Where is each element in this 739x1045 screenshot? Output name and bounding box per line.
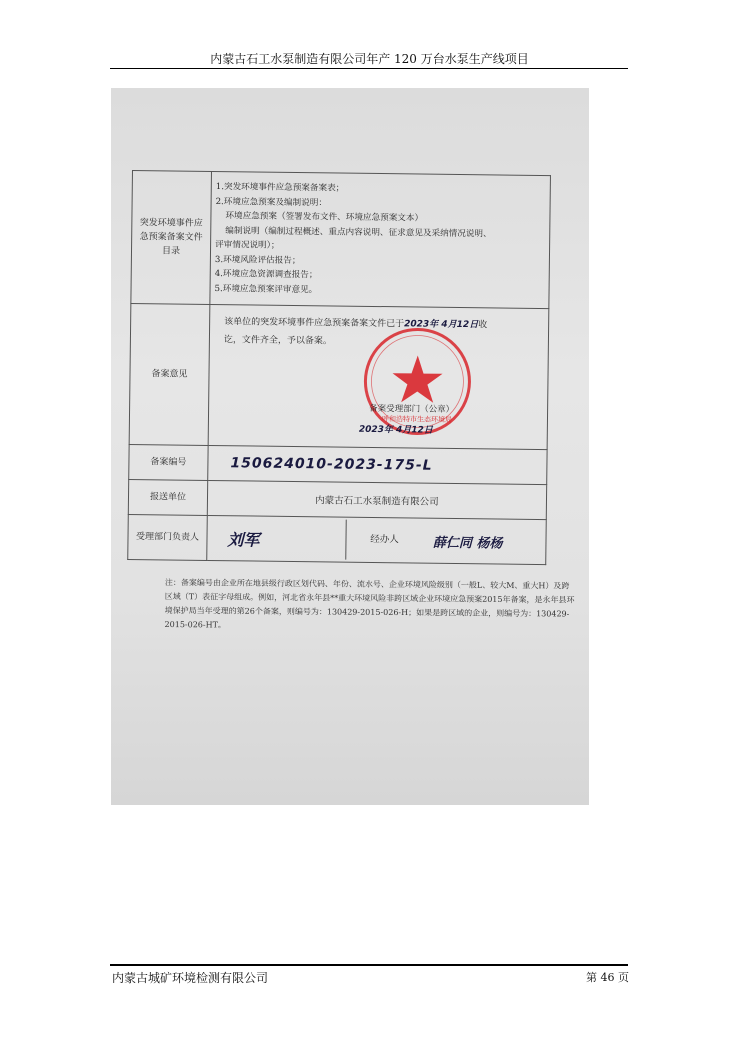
form-row-documents: [131, 171, 551, 309]
footer-divider: [110, 964, 628, 966]
opinion-date2: 2023年 4月12日: [358, 424, 433, 436]
doc-item-4: 4.环境应急资源调查报告；: [214, 269, 318, 281]
form-row-responsible: [128, 514, 547, 564]
opinion-date-handwritten: 2023年 4月12日: [404, 319, 479, 331]
header-divider: [110, 68, 628, 69]
opinion-signature-line: 备案受理部门（公章）: [369, 403, 455, 415]
handler-signature: 薛仁同 杨杨: [432, 535, 503, 552]
unit-name: 内蒙古石工水泵制造有限公司: [207, 480, 546, 519]
documents-label: 突发环境事件应急预案备案文件目录: [131, 171, 212, 305]
handler-signature-box: [423, 531, 546, 551]
opinion-label: 备案意见: [129, 303, 210, 445]
doc-item-1: 1.突发环境事件应急预案备案表；: [215, 182, 345, 194]
documents-list: [210, 171, 551, 308]
responsible-signature: 刘军: [227, 529, 260, 550]
footer-company: 内蒙古城矿环境检测有限公司: [112, 971, 269, 985]
number-cell: [208, 445, 547, 484]
number-label: 备案编号: [129, 444, 208, 480]
opinion-box: [209, 305, 549, 449]
scanned-photo: [111, 88, 589, 805]
page-number: 第 46 页: [586, 971, 629, 984]
scanned-paper: [111, 88, 589, 805]
responsible-cell: [207, 515, 547, 564]
form-row-unit: [128, 479, 546, 519]
form-row-number: [129, 444, 547, 484]
page-header: 内蒙古石工水泵制造有限公司年产 120 万台水泵生产线项目: [210, 52, 529, 66]
opinion-cell: [208, 304, 549, 449]
responsible-label: 受理部门负责人: [128, 514, 208, 560]
form-note: 注：备案编号由企业所在地县级行政区划代码、年份、流水号、企业环境风险级别（一般L、较大M、重大H）及跨区域（T）表征字母组成。例如，河北省永年县**重大环境风险非跨区域企业环境应急预案2015年备案，是永年县环境保护局当年受理的第26个备案，则编号为：130429-2015-026-H；如果是跨区域的企业，则编号为：130429-2015-026-HT。: [164, 577, 575, 630]
doc-item-5: 5.环境应急预案评审意见。: [214, 283, 318, 295]
opinion-line1: 该单位的突发环境事件应急预案备案文件已于: [224, 317, 405, 330]
responsible-signature-box: [207, 526, 345, 551]
opinion-line2: 讫，文件齐全，予以备案。: [223, 335, 332, 347]
filing-number: 150624010-2023-175-L: [230, 455, 433, 474]
doc-item-2c: 评审情况说明）；: [215, 240, 280, 251]
handler-label: 经办人: [345, 520, 423, 561]
doc-item-2: 2.环境应急预案及编制说明：: [215, 196, 328, 208]
seal-text: 呼和浩特市生态环境局: [381, 415, 453, 424]
doc-item-2b: 编制说明（编制过程概述、重点内容说明、征求意见及采纳情况说明、: [225, 225, 492, 239]
doc-item-3: 3.环境风险评估报告；: [214, 254, 301, 266]
unit-label: 报送单位: [128, 479, 207, 515]
doc-item-2a: 环境应急预案（签署发布文件、环境应急预案文本）: [225, 211, 424, 224]
filing-form: [127, 170, 551, 565]
opinion-line1-end: 收: [478, 320, 488, 331]
form-row-opinion: [129, 303, 549, 449]
